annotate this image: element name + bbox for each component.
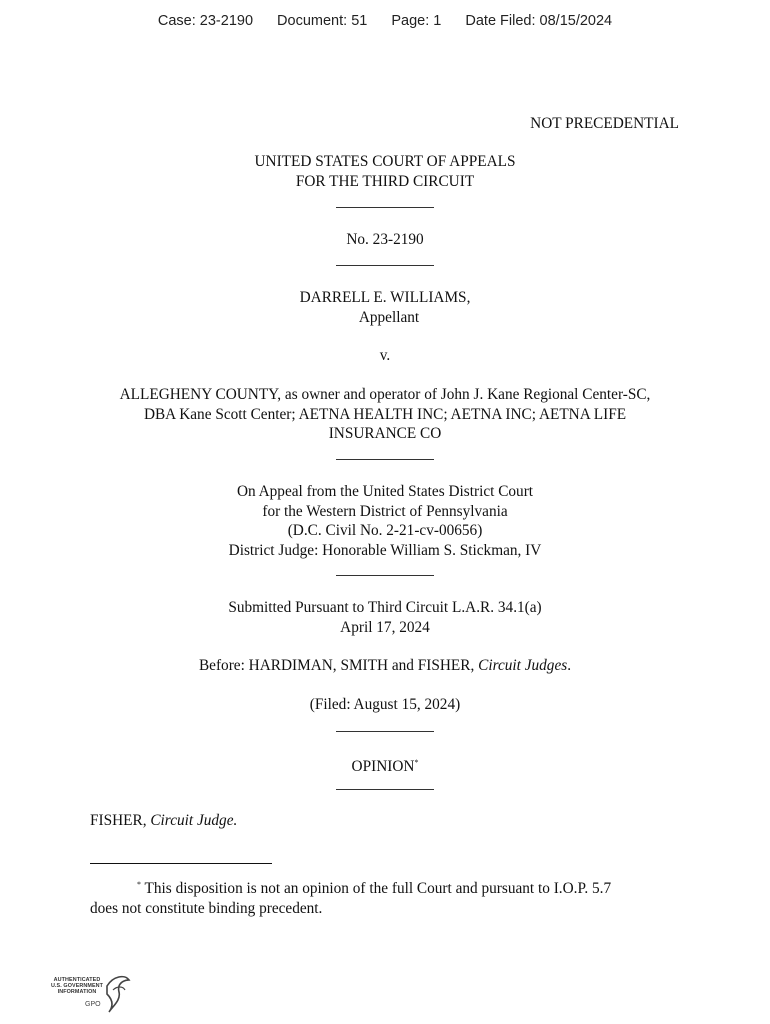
footnote-rule [90, 863, 272, 864]
panel-suffix: . [567, 657, 572, 674]
gpo-authentication-logo [45, 974, 135, 1016]
appellees-line-1: ALLEGHENY COUNTY, as owner and operator of John J. Kane Regional Center-SC, [119, 386, 651, 403]
opinion-author [90, 811, 237, 831]
appeal-line-2: for the Western District of Pennsylvania [262, 502, 508, 520]
footnote-text-1: This disposition is not an opinion of the full Court and pursuant to I.O.P. 5.7 [141, 880, 612, 897]
gpo-logo-line-2: U.S. GOVERNMENT [50, 983, 104, 989]
appellees-line-2: DBA Kane Scott Center; AETNA HEALTH INC; AETNA INC; AETNA LIFE [143, 405, 627, 423]
submitted-line-1: Submitted Pursuant to Third Circuit L.A.R. 34.1(a) [228, 599, 542, 616]
panel-judges [0, 656, 770, 676]
opinion-label: OPINION [351, 758, 415, 775]
panel-prefix: Before: HARDIMAN, SMITH and FISHER, [198, 657, 479, 674]
court-line-1: UNITED STATES COURT OF APPEALS [254, 153, 516, 170]
separator-rule [336, 731, 434, 732]
author-name: FISHER, [90, 812, 151, 829]
panel-title: Circuit Judges [478, 657, 568, 674]
submitted-line-2: April 17, 2024 [340, 618, 430, 636]
appellant-name: DARRELL E. WILLIAMS, [299, 289, 471, 306]
appeal-line-3: (D.C. Civil No. 2-21-cv-00656) [287, 522, 483, 539]
submitted-block [0, 598, 770, 637]
separator-rule [336, 789, 434, 790]
appellees-block [0, 385, 770, 444]
footnote-line-1 [90, 875, 690, 899]
author-title: Circuit Judge. [150, 812, 238, 829]
precedential-status: NOT PRECEDENTIAL [530, 115, 679, 132]
appellant-block [0, 288, 770, 327]
gpo-logo-mark: GPO [85, 1001, 101, 1008]
filing-header [0, 13, 770, 29]
court-name [0, 152, 770, 191]
separator-rule [336, 265, 434, 266]
footnote-marker: * [137, 880, 141, 889]
separator-rule [336, 207, 434, 208]
gpo-logo-text [45, 977, 109, 995]
header-document: Document: 51 [277, 13, 368, 29]
gpo-logo-line-1: AUTHENTICATED [53, 977, 101, 983]
header-page: Page: 1 [391, 13, 442, 29]
appeal-block [0, 482, 770, 560]
gpo-logo-line-3: INFORMATION [57, 989, 97, 995]
separator-rule [336, 575, 434, 576]
gpo-eagle-icon [103, 974, 133, 1016]
footnote-line-2: does not constitute binding precedent. [90, 899, 323, 917]
court-line-2: FOR THE THIRD CIRCUIT [295, 172, 475, 190]
filed-date: (Filed: August 15, 2024) [309, 696, 461, 713]
appeal-line-4: District Judge: Honorable William S. Stickman, IV [228, 541, 542, 559]
separator-rule [336, 459, 434, 460]
versus: v. [379, 347, 391, 364]
opinion-heading [0, 753, 770, 777]
appeal-line-1: On Appeal from the United States District Court [236, 483, 534, 500]
appellant-role: Appellant [358, 308, 420, 326]
appellees-line-3: INSURANCE CO [328, 425, 442, 442]
opinion-footnote-marker: * [414, 758, 419, 767]
header-case: Case: 23-2190 [157, 13, 254, 29]
docket-number: No. 23-2190 [346, 231, 424, 248]
footnote [90, 875, 690, 918]
header-date-filed: Date Filed: 08/15/2024 [465, 13, 613, 29]
